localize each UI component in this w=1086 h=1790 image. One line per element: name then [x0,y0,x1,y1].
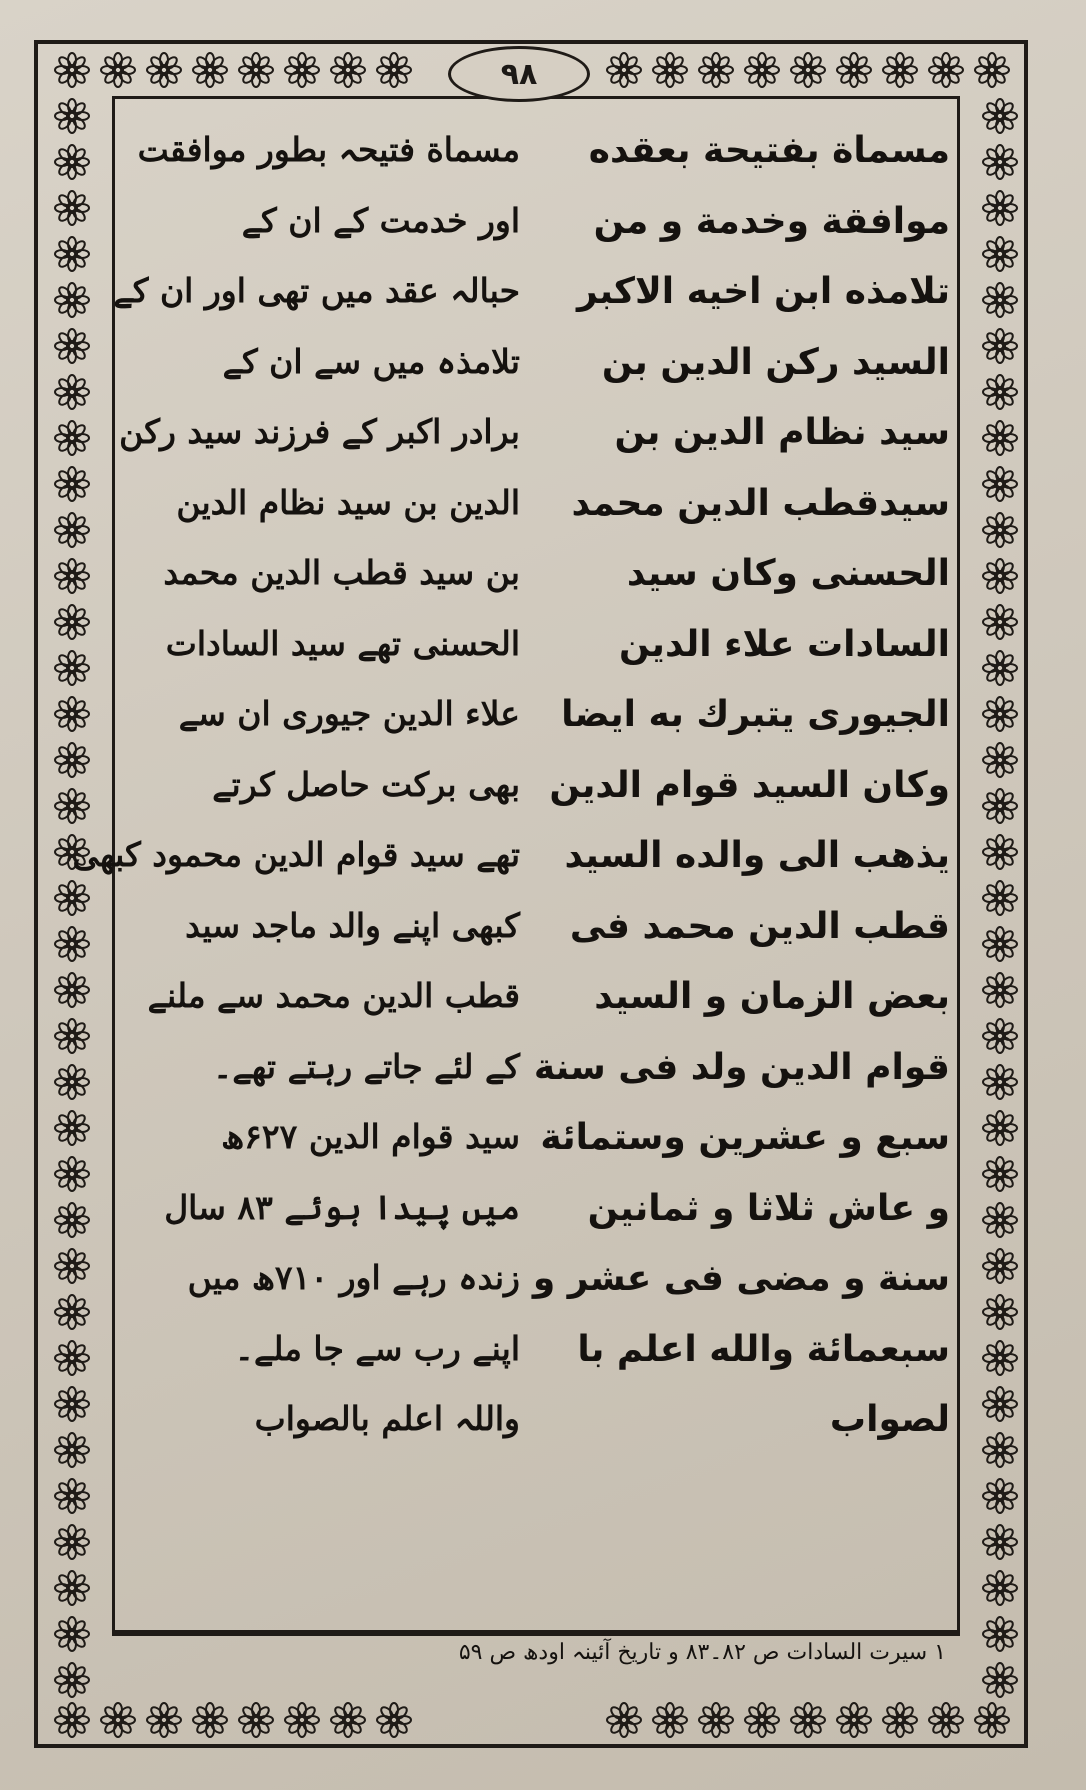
flower-ornament-icon [983,237,1017,271]
arabic-text-line: الجيورى يتبرك به ايضا [561,694,950,735]
flower-ornament-icon [983,1341,1017,1375]
arabic-text-line: بعض الزمان و السيد [594,976,950,1017]
flower-ornament-icon [983,1479,1017,1513]
flower-ornament-icon [983,835,1017,869]
flower-ornament-icon [983,513,1017,547]
flower-ornament-icon [745,1703,779,1737]
flower-ornament-icon [101,1703,135,1737]
flower-ornament-icon [983,1571,1017,1605]
flower-ornament-icon [983,1111,1017,1145]
footnote-divider [112,1630,960,1633]
flower-ornament-icon [975,53,1009,87]
flower-ornament-icon [653,1703,687,1737]
flower-ornament-icon [193,53,227,87]
flower-ornament-icon [55,191,89,225]
flower-ornament-icon [55,237,89,271]
flower-ornament-icon [55,1387,89,1421]
flower-ornament-icon [983,421,1017,455]
arabic-text-line: موافقة وخدمة و من [593,200,950,242]
flower-ornament-icon [699,1703,733,1737]
urdu-text-line: میں پیدا ہوئے ۸۳ سال [164,1187,520,1227]
flower-ornament-icon [55,513,89,547]
urdu-text-line: سید قوام الدین ۶۲۷ھ [221,1117,520,1156]
flower-ornament-icon [983,467,1017,501]
flower-ornament-icon [55,743,89,777]
flower-ornament-icon [837,53,871,87]
flower-ornament-icon [607,53,641,87]
flower-ornament-icon [975,1703,1009,1737]
flower-ornament-icon [983,789,1017,823]
flower-ornament-icon [791,1703,825,1737]
arabic-text-line: تلامذه ابن اخيه الاكبر [576,271,950,312]
arabic-text-line: يذهب الى والده السيد [564,835,950,876]
arabic-text-line: سيد نظام الدين بن [614,412,950,453]
flower-ornament-icon [837,1703,871,1737]
flower-ornament-icon [55,559,89,593]
flower-ornament-icon [983,651,1017,685]
flower-ornament-icon [983,743,1017,777]
page-number: ۹۸ [448,46,590,102]
urdu-text-line: قطب الدین محمد سے ملنے [147,976,520,1015]
arabic-text-line: وكان السيد قوام الدين [549,764,950,806]
flower-ornament-icon [55,789,89,823]
flower-ornament-icon [377,53,411,87]
flower-ornament-icon [193,1703,227,1737]
urdu-text-line: علاء الدین جیوری ان سے [178,694,520,733]
footnote: ۱ سیرت السادات ص ۸۲۔۸۳ و تاریخ آئینہ اودھ ص ۵۹ [458,1640,946,1665]
flower-ornament-icon [983,1019,1017,1053]
flower-ornament-icon [55,283,89,317]
arabic-text-line: سنة و مضى فى عشر و [532,1258,950,1299]
urdu-text-line: کبھی اپنے والد ماجد سید [185,905,520,945]
flower-ornament-icon [55,99,89,133]
flower-ornament-icon [607,1703,641,1737]
flower-ornament-icon [983,973,1017,1007]
flower-ornament-icon [55,927,89,961]
flower-ornament-icon [55,973,89,1007]
flower-ornament-icon [983,927,1017,961]
flower-ornament-icon [983,1249,1017,1283]
flower-ornament-icon [101,53,135,87]
urdu-text-line: اور خدمت کے ان کے [241,200,520,240]
arabic-text-line: السيد ركن الدين بن [601,341,950,383]
flower-ornament-icon [239,1703,273,1737]
flower-ornament-icon [285,1703,319,1737]
flower-ornament-icon [983,99,1017,133]
flower-ornament-icon [55,421,89,455]
arabic-text-line: السادات علاء الدين [619,623,950,665]
flower-ornament-icon [55,1249,89,1283]
flower-ornament-icon [55,467,89,501]
flower-ornament-icon [55,697,89,731]
urdu-text-line: تھے سید قوام الدین محمود کبھی [72,835,520,874]
urdu-text-line: واللہ اعلم بالصواب [254,1399,520,1438]
flower-ornament-icon [883,1703,917,1737]
flower-ornament-icon [983,1617,1017,1651]
flower-ornament-icon [983,191,1017,225]
arabic-text-line: قوام الدين ولد فى سنة [533,1046,950,1088]
flower-ornament-icon [791,53,825,87]
flower-ornament-icon [745,53,779,87]
flower-ornament-icon [55,881,89,915]
flower-ornament-icon [983,329,1017,363]
flower-ornament-icon [983,1663,1017,1697]
flower-ornament-icon [239,53,273,87]
arabic-text-line: لصواب [829,1399,950,1440]
flower-ornament-icon [983,881,1017,915]
flower-ornament-icon [983,375,1017,409]
arabic-text-line: سبعمائة والله اعلم با [577,1328,950,1370]
flower-ornament-icon [883,53,917,87]
flower-ornament-icon [983,697,1017,731]
flower-ornament-icon [55,329,89,363]
urdu-text-line: تلامذہ میں سے ان کے [222,341,520,381]
flower-ornament-icon [929,1703,963,1737]
flower-ornament-icon [55,1111,89,1145]
flower-ornament-icon [983,1433,1017,1467]
urdu-text-line: مسماة فتیحہ بطور موافقت [137,130,520,169]
flower-ornament-icon [55,1157,89,1191]
flower-ornament-icon [983,145,1017,179]
flower-ornament-icon [983,1387,1017,1421]
flower-ornament-icon [55,1703,89,1737]
flower-ornament-icon [983,283,1017,317]
flower-ornament-icon [983,605,1017,639]
flower-ornament-icon [983,559,1017,593]
flower-ornament-icon [55,375,89,409]
flower-ornament-icon [55,1479,89,1513]
flower-ornament-icon [55,1617,89,1651]
urdu-text-line: کے لئے جاتے رہتے تھے۔ [213,1046,520,1086]
flower-ornament-icon [55,1663,89,1697]
arabic-text-line: سيدقطب الدين محمد [571,482,950,524]
flower-ornament-icon [983,1203,1017,1237]
urdu-text-line: بن سید قطب الدین محمد [163,553,520,592]
flower-ornament-icon [55,605,89,639]
flower-ornament-icon [699,53,733,87]
flower-ornament-icon [285,53,319,87]
flower-ornament-icon [55,1019,89,1053]
flower-ornament-icon [55,1341,89,1375]
flower-ornament-icon [929,53,963,87]
arabic-text-line: الحسنى وكان سيد [626,553,950,594]
flower-ornament-icon [147,53,181,87]
arabic-text-line: مسماة بفتيحة بعقده [588,130,950,171]
urdu-text-line: حبالہ عقد میں تھی اور ان کے [113,271,520,310]
flower-ornament-icon [55,145,89,179]
urdu-text-line: اپنے رب سے جا ملے۔ [234,1328,520,1368]
flower-ornament-icon [983,1525,1017,1559]
flower-ornament-icon [55,651,89,685]
arabic-text-line: قطب الدين محمد فى [569,905,950,947]
flower-ornament-icon [55,1571,89,1605]
urdu-text-line: برادر اکبر کے فرزند سید رکن [119,412,520,451]
flower-ornament-icon [147,1703,181,1737]
urdu-text-line: بھی برکت حاصل کرتے [212,764,520,804]
flower-ornament-icon [55,1065,89,1099]
flower-ornament-icon [55,53,89,87]
urdu-text-line: الحسنی تھے سید السادات [165,623,520,663]
arabic-text-line: و عاش ثلاثا و ثمانين [587,1187,950,1229]
arabic-text-line: سبع و عشرين وستمائة [540,1117,950,1158]
flower-ornament-icon [983,1157,1017,1191]
flower-ornament-icon [377,1703,411,1737]
flower-ornament-icon [55,1433,89,1467]
urdu-text-line: زندہ رہے اور ۷۱۰ھ میں [187,1258,520,1297]
flower-ornament-icon [983,1065,1017,1099]
flower-ornament-icon [653,53,687,87]
urdu-text-line: الدین بن سید نظام الدین [176,482,520,522]
flower-ornament-icon [55,1295,89,1329]
flower-ornament-icon [331,53,365,87]
flower-ornament-icon [55,1525,89,1559]
flower-ornament-icon [55,1203,89,1237]
flower-ornament-icon [983,1295,1017,1329]
flower-ornament-icon [331,1703,365,1737]
